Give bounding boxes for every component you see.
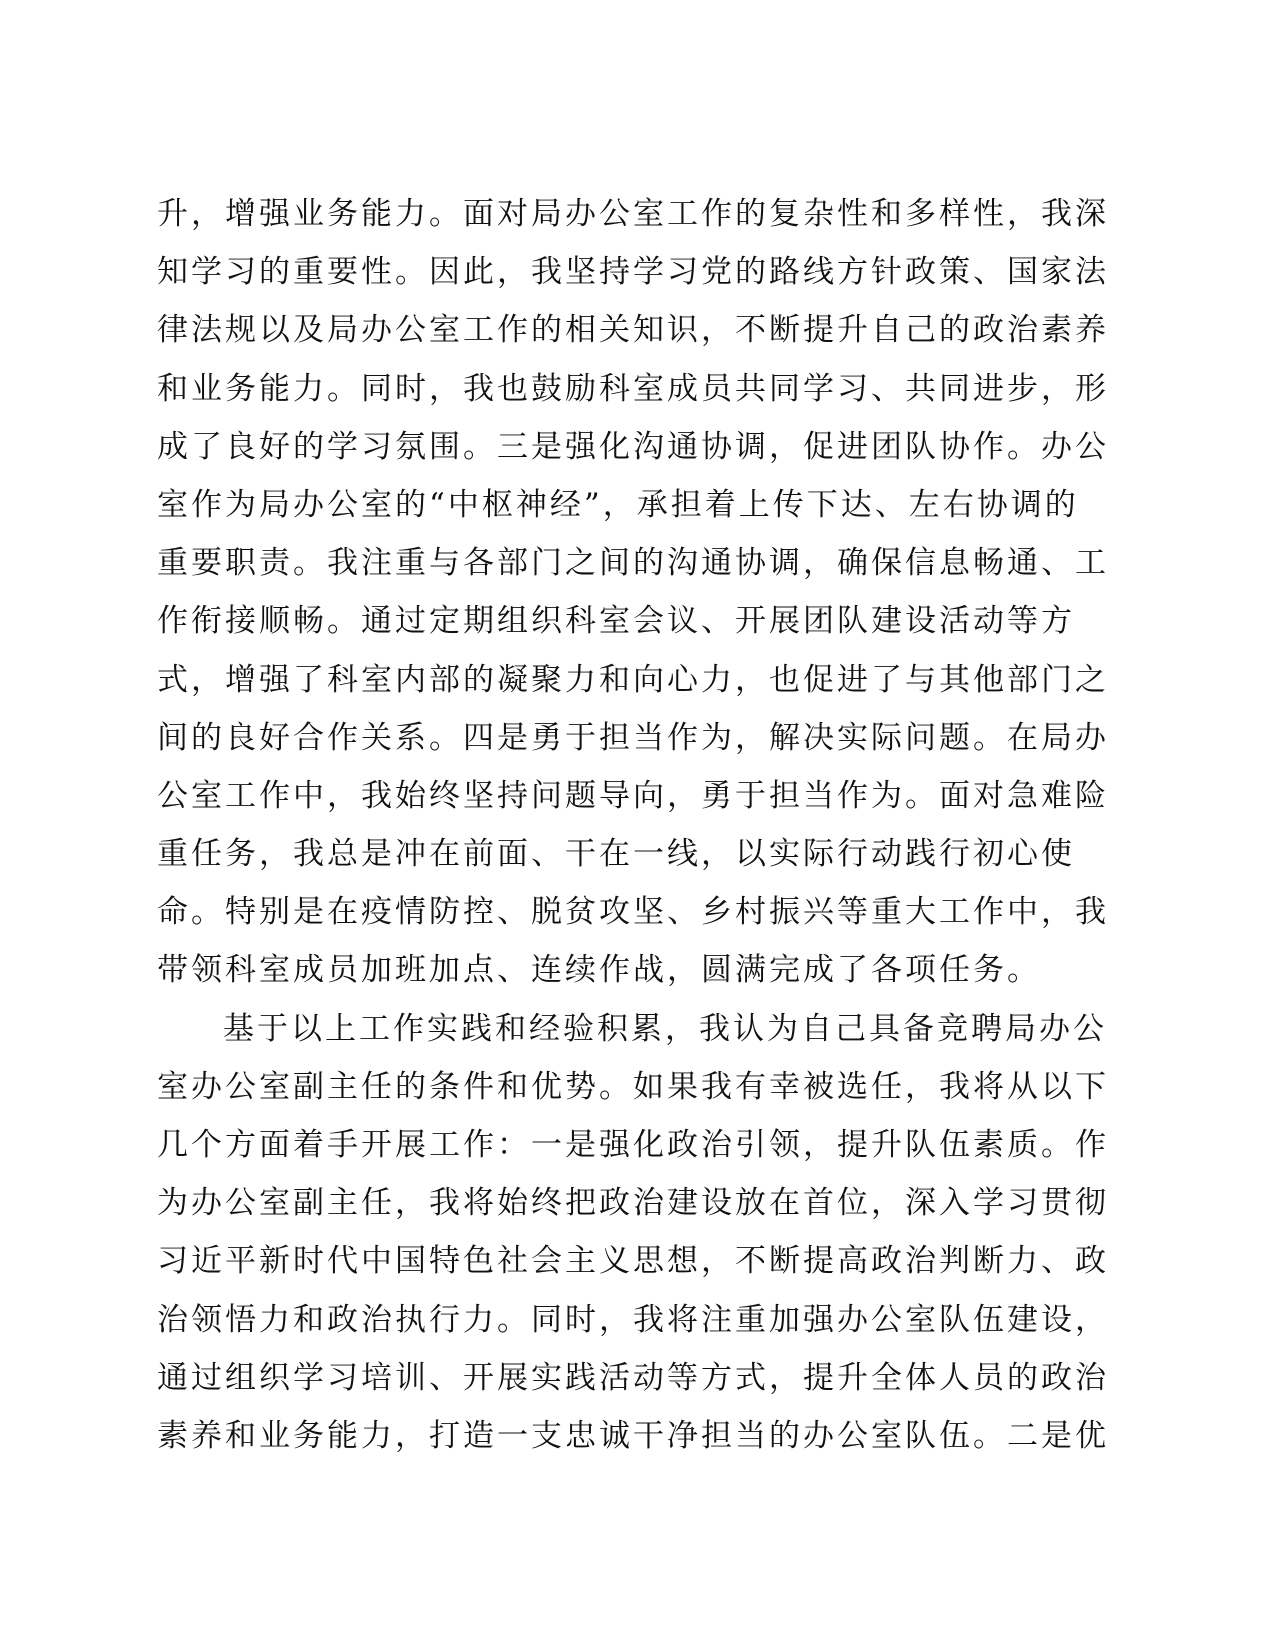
text-line-13: 命。特别是在疫情防控、脱贫攻坚、乡村振兴等重大工作中，我 (157, 894, 1109, 931)
text-line-1: 升，增强业务能力。面对局办公室工作的复杂性和多样性，我深 (157, 196, 1109, 232)
text-line-6: 室作为局办公室的“中枢神经”，承担着上传下达、左右协调的 (157, 486, 1079, 523)
text-line-5: 成了良好的学习氛围。三是强化沟通协调，促进团队协作。办公 (157, 428, 1109, 465)
text-line-8: 作衔接顺畅。通过定期组织科室会议、开展团队建设活动等方 (157, 603, 1075, 640)
text-line-16: 室办公室副主任的条件和优势。如果我有幸被选任，我将从以下 (157, 1068, 1109, 1105)
text-line-14: 带领科室成员加班加点、连续作战，圆满完成了各项任务。 (157, 952, 1041, 989)
text-line-21: 通过组织学习培训、开展实践活动等方式，提升全体人员的政治 (157, 1359, 1109, 1396)
body-text (157, 185, 1109, 1465)
text-line-22: 素养和业务能力，打造一支忠诚干净担当的办公室队伍。二是优 (157, 1417, 1109, 1454)
text-line-18: 为办公室副主任，我将始终把政治建设放在首位，深入学习贯彻 (157, 1185, 1109, 1222)
text-line-9: 式，增强了科室内部的凝聚力和向心力，也促进了与其他部门之 (157, 661, 1109, 698)
paragraph-2-first-line: 基于以上工作实践和经验积累，我认为自己具备竞聘局办公 (223, 1010, 1107, 1047)
text-line-7: 重要职责。我注重与各部门之间的沟通协调，确保信息畅通、工 (157, 545, 1109, 582)
text-line-4: 和业务能力。同时，我也鼓励科室成员共同学习、共同进步，形 (157, 370, 1109, 407)
text-line-11: 公室工作中，我始终坚持问题导向，勇于担当作为。面对急难险 (157, 777, 1109, 814)
text-line-12: 重任务，我总是冲在前面、干在一线，以实际行动践行初心使 (157, 836, 1075, 873)
text-line-19: 习近平新时代中国特色社会主义思想，不断提高政治判断力、政 (157, 1243, 1109, 1280)
text-line-10: 间的良好合作关系。四是勇于担当作为，解决实际问题。在局办 (157, 719, 1109, 756)
text-line-2: 知学习的重要性。因此，我坚持学习党的路线方针政策、国家法 (157, 254, 1109, 291)
text-line-3: 律法规以及局办公室工作的相关知识，不断提升自己的政治素养 (157, 312, 1109, 349)
text-line-20: 治领悟力和政治执行力。同时，我将注重加强办公室队伍建设， (157, 1301, 1109, 1338)
text-line-17: 几个方面着手开展工作：一是强化政治引领，提升队伍素质。作 (157, 1127, 1109, 1163)
